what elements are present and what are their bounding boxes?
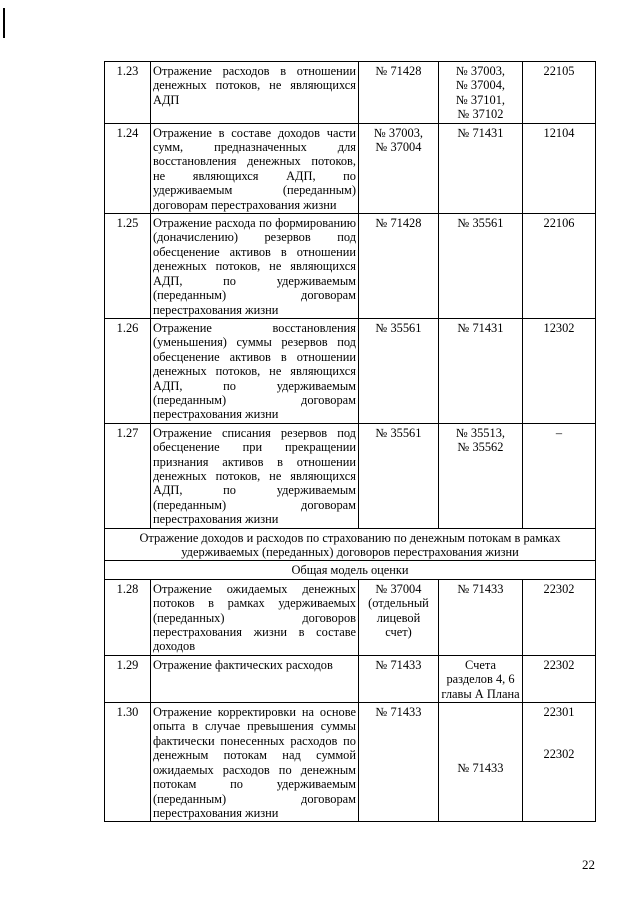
symbol-code: 22106 — [523, 214, 596, 319]
row-description: Отражение расхода по формированию (доначислению) резервов под обесценение активов в отношении денежных потоков, не являющихся АДП, по удерживаемым (переданным) договорам перестрахования жизни — [151, 214, 359, 319]
row-description: Отражение восстановления (уменьшения) суммы резервов под обесценение активов в отношении денежных потоков, не являющихся АДП, по удерживаемым (переданным) договорам перестрахования жизни — [151, 318, 359, 423]
row-number: 1.24 — [105, 123, 151, 213]
debit-account: № 71433 — [359, 703, 439, 822]
symbol-code: 22302 — [523, 579, 596, 655]
row-description: Отражение фактических расходов — [151, 655, 359, 702]
symbol-code: – — [523, 423, 596, 528]
credit-account: № 71433 — [439, 579, 523, 655]
table-row — [105, 423, 596, 528]
row-number: 1.30 — [105, 703, 151, 822]
row-number: 1.29 — [105, 655, 151, 702]
table-row — [105, 703, 596, 822]
table-row — [105, 214, 596, 319]
credit-account: № 71431 — [439, 123, 523, 213]
credit-account: № 71431 — [439, 318, 523, 423]
symbol-code: 12302 — [523, 318, 596, 423]
debit-account: № 37004 (отдельный лицевой счет) — [359, 579, 439, 655]
row-number: 1.27 — [105, 423, 151, 528]
row-description: Отражение расходов в отношении денежных потоков, не являющихся АДП — [151, 62, 359, 124]
table-row — [105, 123, 596, 213]
debit-account: № 71428 — [359, 214, 439, 319]
debit-account: № 71428 — [359, 62, 439, 124]
debit-account: № 35561 — [359, 423, 439, 528]
section-heading-row — [105, 528, 596, 561]
row-description: Отражение в составе доходов части сумм, предназначенных для восстановления денежных потоков, не являющихся АДП, по удерживаемым (переданным) договорам перестрахования жизни — [151, 123, 359, 213]
subsection-heading-row — [105, 561, 596, 579]
symbol-code: 22302 — [523, 655, 596, 702]
debit-account: № 37003, № 37004 — [359, 123, 439, 213]
symbol-code: 22105 — [523, 62, 596, 124]
credit-account: Счета разделов 4, 6 главы А Плана — [439, 655, 523, 702]
row-number: 1.23 — [105, 62, 151, 124]
table-row — [105, 62, 596, 124]
credit-account: № 37003, № 37004, № 37101, № 37102 — [439, 62, 523, 124]
debit-account: № 71433 — [359, 655, 439, 702]
table-row — [105, 318, 596, 423]
row-number: 1.25 — [105, 214, 151, 319]
row-description: Отражение списания резервов под обесценение при прекращении признания активов в отношении денежных потоков, не являющихся АДП, по удерживаемым (переданным) договорам перестрахования жизни — [151, 423, 359, 528]
row-description: Отражение корректировки на основе опыта в случае превышения суммы фактически понесенных расходов по денежным потокам над суммой ожидаемых расходов по денежным потокам по удерживаемым (переданным) договорам перестрахования жизни — [151, 703, 359, 822]
subsection-heading: Общая модель оценки — [105, 561, 596, 579]
credit-account: № 35513, № 35562 — [439, 423, 523, 528]
page-number: 22 — [582, 857, 595, 872]
credit-account: № 71433 — [439, 703, 523, 822]
margin-mark — [3, 8, 5, 38]
credit-account: № 35561 — [439, 214, 523, 319]
symbol-code: 22301 22302 — [523, 703, 596, 822]
debit-account: № 35561 — [359, 318, 439, 423]
table-row — [105, 579, 596, 655]
row-number: 1.26 — [105, 318, 151, 423]
row-number: 1.28 — [105, 579, 151, 655]
section-heading: Отражение доходов и расходов по страхованию по денежным потокам в рамках удерживаемых (переданных) договоров перестрахования жизни — [105, 528, 596, 561]
row-description: Отражение ожидаемых денежных потоков в рамках удерживаемых (переданных) договоров перестрахования жизни в составе доходов — [151, 579, 359, 655]
table-row — [105, 655, 596, 702]
accounting-entries-table — [104, 61, 596, 822]
symbol-code: 12104 — [523, 123, 596, 213]
